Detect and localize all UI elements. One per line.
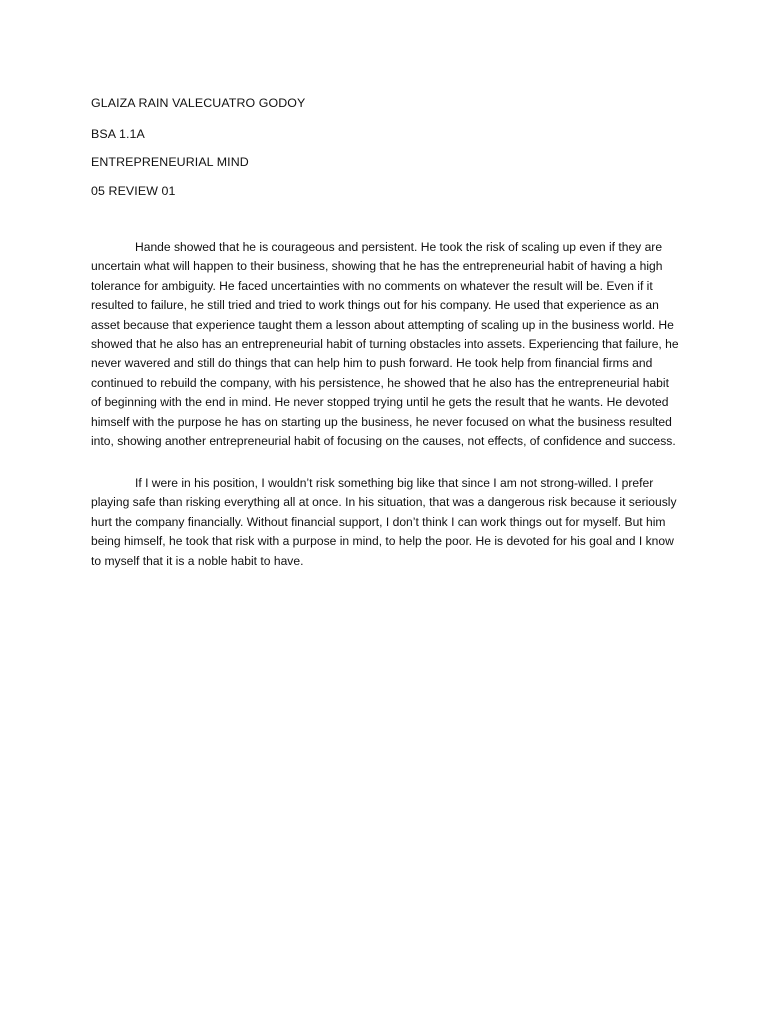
student-name: GLAIZA RAIN VALECUATRO GODOY <box>91 96 306 110</box>
body-paragraph-2: If I were in his position, I wouldn’t risk something big like that since I am not strong-willed. I prefer playing safe than risking everything all at once. In his situation, that was a dangerous risk because it seriously hurt the company financially. Without financial support, I don’t think I can work things out for myself. But him being himself, he took that risk with a purpose in mind, to help the poor. He is devoted for his goal and I know to myself that it is a noble habit to have. <box>91 476 677 568</box>
activity-title: 05 REVIEW 01 <box>91 184 176 198</box>
student-section: BSA 1.1A <box>91 127 145 141</box>
subject-title: ENTREPRENEURIAL MIND <box>91 155 249 169</box>
body-paragraph-1: Hande showed that he is courageous and persistent. He took the risk of scaling up even if they are uncertain what will happen to their business, showing that he has the entrepreneurial habit of having a high tolerance for ambiguity. He faced uncertainties with no comments on whatever the result will be. Even if it resulted to failure, he still tried and tried to work things out for his company. He used that experience as an asset because that experience taught them a lesson about attempting of scaling up in the business world. He showed that he also has an entrepreneurial habit of turning obstacles into assets. Experiencing that failure, he never wavered and still do things that can help him to push forward. He took help from financial firms and continued to rebuild the company, with his persistence, he showed that he also has the entrepreneurial habit of beginning with the end in mind. He never stopped trying until he gets the result that he wants. He devoted himself with the purpose he has on starting up the business, he never focused on what the business resulted into, showing another entrepreneurial habit of focusing on the causes, not effects, of confidence and success. <box>91 240 679 449</box>
